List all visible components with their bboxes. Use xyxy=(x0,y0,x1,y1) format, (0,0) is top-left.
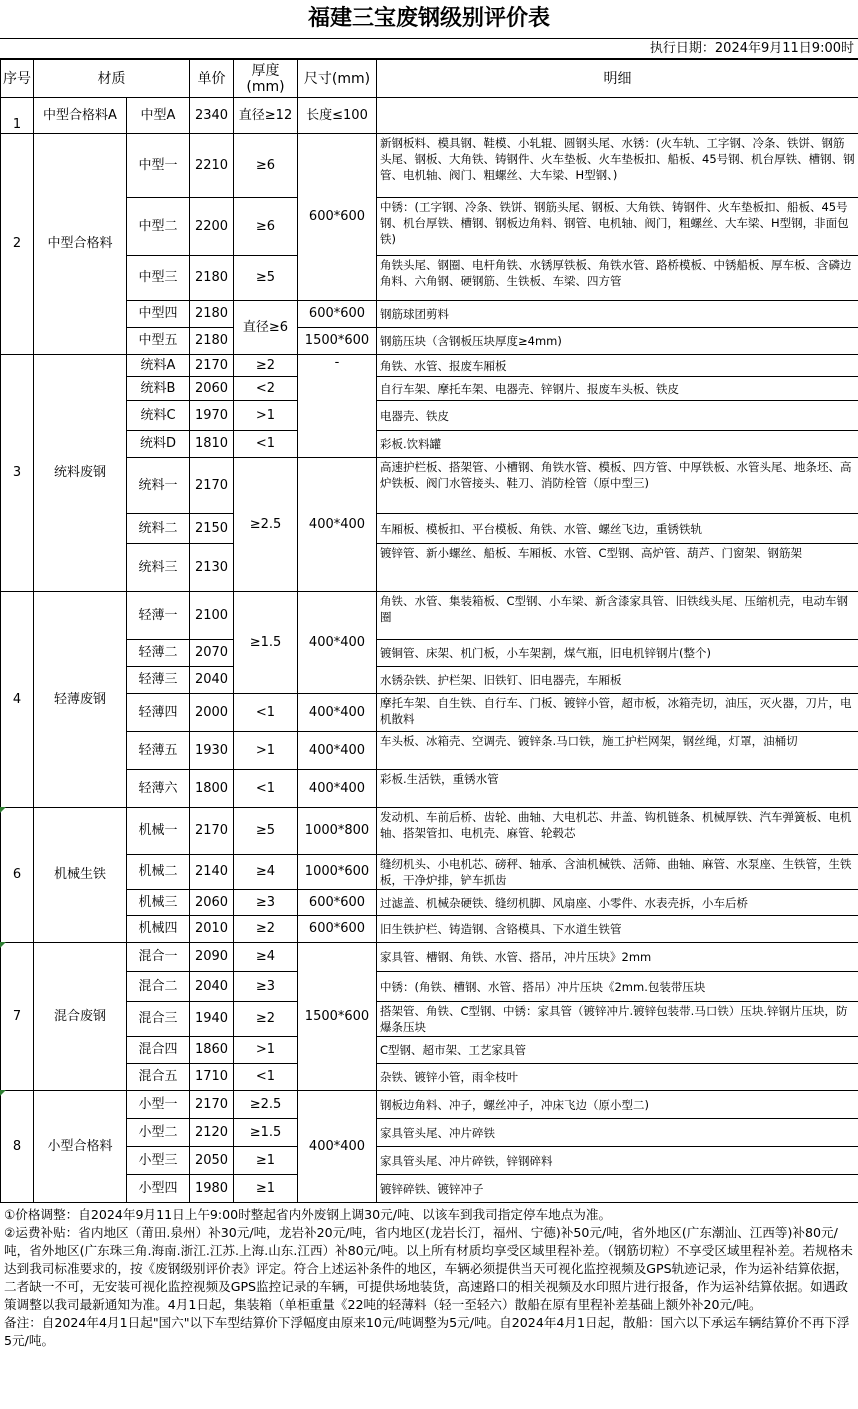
group-name: 统料废钢 xyxy=(34,355,127,592)
thickness: ≥1 xyxy=(234,1147,298,1175)
unit-price: 1970 xyxy=(190,401,234,431)
size: 600*600 xyxy=(298,301,377,328)
detail-text: 发动机、车前后桥、齿轮、曲轴、大电机芯、井盖、钩机链条、机械厚铁、汽车弹簧板、电机轴、搭架管扣、电机壳、麻管、轮毂芯 xyxy=(377,808,858,855)
unit-price: 2040 xyxy=(190,667,234,694)
table-row xyxy=(1,328,858,355)
unit-price: 2070 xyxy=(190,640,234,667)
size: 400*400 xyxy=(298,694,377,732)
unit-price: 1940 xyxy=(190,1002,234,1037)
detail-text: 钢筋球团剪料 xyxy=(377,301,858,328)
sub-grade: 轻薄四 xyxy=(127,694,190,732)
detail-text: 杂铁、镀锌小管，雨伞枝叶 xyxy=(377,1064,858,1091)
size: 600*600 xyxy=(298,916,377,943)
unit-price: 2180 xyxy=(190,328,234,355)
sub-grade: 中型五 xyxy=(127,328,190,355)
sub-grade: 小型四 xyxy=(127,1175,190,1203)
sub-grade: 轻薄三 xyxy=(127,667,190,694)
thickness: 直径≥6 xyxy=(234,301,298,355)
table-row xyxy=(1,855,858,890)
table-row xyxy=(1,890,858,916)
detail-text: 高速护栏板、搭架管、小槽钢、角铁水管、模板、四方管、中厚铁板、水管头尾、地条坯、高炉铁板、阀门水管接头、鞋刀、消防栓管（原中型三) xyxy=(377,458,858,514)
detail-text xyxy=(377,98,858,134)
table-row xyxy=(1,401,858,431)
size: 1500*600 xyxy=(298,328,377,355)
unit-price: 2130 xyxy=(190,544,234,592)
thickness: <1 xyxy=(234,694,298,732)
table-row xyxy=(1,256,858,301)
size: 600*600 xyxy=(298,890,377,916)
group-name: 机械生铁 xyxy=(34,808,127,943)
group-seq: 8 xyxy=(1,1091,34,1203)
unit-price: 2100 xyxy=(190,592,234,640)
unit-price: 2120 xyxy=(190,1119,234,1147)
group-seq: 7 xyxy=(1,943,34,1091)
table-row xyxy=(1,301,858,328)
thickness: ≥2 xyxy=(234,1002,298,1037)
table-row xyxy=(1,972,858,1002)
detail-text: 镀锌管、新小螺丝、船板、车厢板、水管、C型钢、高炉管、葫芦、门窗架、钢筋架 xyxy=(377,544,858,592)
detail-text: 水锈杂铁、护栏架、旧铁钉、旧电器壳，车厢板 xyxy=(377,667,858,694)
thickness: ≥4 xyxy=(234,943,298,972)
unit-price: 2200 xyxy=(190,198,234,256)
thickness: <1 xyxy=(234,1064,298,1091)
thickness: <2 xyxy=(234,377,298,401)
sub-grade: 机械一 xyxy=(127,808,190,855)
detail-text: 镀铜管、床架、机门板，小车架割，煤气瓶，旧电机锌钢片(整个) xyxy=(377,640,858,667)
unit-price: 1980 xyxy=(190,1175,234,1203)
thickness: ≥6 xyxy=(234,134,298,198)
table-row xyxy=(1,1147,858,1175)
sub-grade: 机械四 xyxy=(127,916,190,943)
group-seq: 3 xyxy=(1,355,34,592)
sub-grade: 轻薄六 xyxy=(127,770,190,808)
detail-text: 钢板边角料、冲子，螺丝冲子，冲床飞边（原小型二) xyxy=(377,1091,858,1119)
thickness: ≥2 xyxy=(234,355,298,377)
thickness: <1 xyxy=(234,431,298,458)
thickness: ≥1.5 xyxy=(234,1119,298,1147)
group-name: 中型合格料 xyxy=(34,134,127,355)
group-seq: 4 xyxy=(1,592,34,808)
header-seq: 序号 xyxy=(1,60,34,98)
note-freight-subsidy: ②运费补贴：省内地区（莆田.泉州）补30元/吨，龙岩补20元/吨，省内地区(龙岩长汀，福州、宁德)补50元/吨，省外地区(广东潮汕、江西等)补80元/吨，省外地区(广东珠三角.海南.浙江.江苏.上海.山东.江西）补80元/吨。以上所有材质均享受区域里程补差。（钢筋切粒）不享受区域里程补差。若规格未达到我司标准要求的，按《废钢级别评价表》评定。符合上述运补条件的地区，车辆必须提供当天可视化监控视频及GPS轨迹记录，作为运补结算依据，二者缺一不可，无安装可视化监控视频及GPS监控记录的车辆，可提供场地装货，高速路口的相关视频及水印照片进行报备，作为运补结算依据。如遇政策调整以我司最新通知为准。4月1日起，集装箱（单柜重量《22吨的轻薄料（轻一至轻六）散船在原有里程补差基础上额外补20元/吨。 xyxy=(4,1225,853,1312)
unit-price: 2180 xyxy=(190,301,234,328)
unit-price: 2340 xyxy=(190,98,234,134)
group-seq: 1 xyxy=(1,98,34,134)
sub-grade: 混合三 xyxy=(127,1002,190,1037)
table-row xyxy=(1,1064,858,1091)
detail-text: 钢筋压块（含钢板压块厚度≥4mm) xyxy=(377,328,858,355)
unit-price: 2170 xyxy=(190,355,234,377)
cell-comment-marker xyxy=(0,942,6,948)
table-row xyxy=(1,592,858,640)
group-name: 轻薄废钢 xyxy=(34,592,127,808)
size: 400*400 xyxy=(298,458,377,592)
unit-price: 2180 xyxy=(190,256,234,301)
unit-price: 2060 xyxy=(190,890,234,916)
unit-price: 2140 xyxy=(190,855,234,890)
sub-grade: 混合四 xyxy=(127,1037,190,1064)
table-row xyxy=(1,458,858,514)
size: 400*400 xyxy=(298,732,377,770)
sub-grade: 统料B xyxy=(127,377,190,401)
sub-grade: 中型三 xyxy=(127,256,190,301)
table-row xyxy=(1,1037,858,1064)
detail-text: 家具管、槽钢、角铁、水管、搭吊，冲片压块》2mm xyxy=(377,943,858,972)
size: 400*400 xyxy=(298,1091,377,1203)
table-row xyxy=(1,1175,858,1203)
detail-text: C型钢、超市架、工艺家具管 xyxy=(377,1037,858,1064)
detail-text: 车厢板、模板扣、平台模板、角铁、水管、螺丝飞边，重锈铁轨 xyxy=(377,514,858,544)
header-size: 尺寸(mm) xyxy=(298,60,377,98)
detail-text: 家具管头尾、冲片碎铁 xyxy=(377,1119,858,1147)
table-row xyxy=(1,134,858,198)
header-material: 材质 xyxy=(34,60,190,98)
thickness: ≥1 xyxy=(234,1175,298,1203)
size: 600*600 xyxy=(298,134,377,301)
notes-section xyxy=(0,1203,858,1350)
note-price-adjustment: ①价格调整：自2024年9月11日上午9:00时整起省内外废钢上调30元/吨、以该车到我司指定停车地点为准。 xyxy=(4,1207,612,1222)
table-row xyxy=(1,98,858,134)
size: 1500*600 xyxy=(298,943,377,1091)
sub-grade: 机械三 xyxy=(127,890,190,916)
cell-comment-marker xyxy=(0,807,6,813)
thickness: 直径≥12 xyxy=(234,98,298,134)
table-row xyxy=(1,943,858,972)
size: 400*400 xyxy=(298,592,377,694)
table-row xyxy=(1,1002,858,1037)
size: - xyxy=(298,355,377,458)
detail-text: 角铁头尾、钢圈、电杆角铁、水锈厚铁板、角铁水管、路桥模板、中锈船板、厚车板、含磷边角料、六角钢、硬钢筋、生铁板、车梁、四方管 xyxy=(377,256,858,301)
detail-text: 搭架管、角铁、C型钢、中锈：家具管（镀锌冲片.镀锌包装带.马口铁）压块.锌钢片压块，防爆条压块 xyxy=(377,1002,858,1037)
size: 长度≤100 xyxy=(298,98,377,134)
sub-grade: 中型二 xyxy=(127,198,190,256)
unit-price: 2170 xyxy=(190,1091,234,1119)
detail-text: 摩托车架、自生铁、自行车、门板、镀锌小管，超市板，冰箱壳切，油压，灭火器，刀片，电机散料 xyxy=(377,694,858,732)
table-row xyxy=(1,431,858,458)
cell-comment-marker xyxy=(0,1090,6,1096)
size: 1000*800 xyxy=(298,808,377,855)
thickness: ≥3 xyxy=(234,890,298,916)
table-row xyxy=(1,544,858,592)
thickness: ≥5 xyxy=(234,256,298,301)
sub-grade: 小型一 xyxy=(127,1091,190,1119)
sub-grade: 统料D xyxy=(127,431,190,458)
unit-price: 1800 xyxy=(190,770,234,808)
detail-text: 中锈：(工字钢、冷条、铁饼、钢筋头尾、钢板、大角铁、铸钢件、火车垫板扣、船板、45号钢、机台厚铁、槽钢、钢板边角料、钢管、电机轴、阀门，粗螺丝、大车梁、H型钢，非面包铁) xyxy=(377,198,858,256)
table-row xyxy=(1,198,858,256)
thickness: ≥2 xyxy=(234,916,298,943)
group-name: 小型合格料 xyxy=(34,1091,127,1203)
detail-text: 自行车架、摩托车架、电器壳、锌钢片、报废车头板、铁皮 xyxy=(377,377,858,401)
detail-text: 过滤盖、机械杂硬铁、缝纫机脚、风扇座、小零件、水表壳拆，小车后桥 xyxy=(377,890,858,916)
thickness: ≥4 xyxy=(234,855,298,890)
unit-price: 2010 xyxy=(190,916,234,943)
thickness: ≥2.5 xyxy=(234,1091,298,1119)
thickness: >1 xyxy=(234,1037,298,1064)
detail-text: 角铁、水管、报废车厢板 xyxy=(377,355,858,377)
unit-price: 2170 xyxy=(190,808,234,855)
sub-grade: 混合一 xyxy=(127,943,190,972)
sub-grade: 小型二 xyxy=(127,1119,190,1147)
detail-text: 新钢板料、模具钢、鞋模、小轧辊、圆钢头尾、水锈：(火车轨、工字钢、冷条、铁饼、钢筋头尾、钢板、大角铁、铸钢件、火车垫板、火车垫板扣、船板、45号钢、机台厚铁、槽钢、钢管、电机轴、阀门、粗螺丝、大车梁、H型钢、) xyxy=(377,134,858,198)
thickness: ≥6 xyxy=(234,198,298,256)
table-row xyxy=(1,667,858,694)
sub-grade: 混合五 xyxy=(127,1064,190,1091)
sub-grade: 机械二 xyxy=(127,855,190,890)
detail-text: 家具管头尾、冲片碎铁，锌钢碎料 xyxy=(377,1147,858,1175)
thickness: ≥1.5 xyxy=(234,592,298,694)
detail-text: 彩板.饮料罐 xyxy=(377,431,858,458)
header-thickness: 厚度 (mm) xyxy=(234,60,298,98)
detail-text: 缝纫机头、小电机芯、磅秤、轴承、含油机械铁、活筛、曲轴、麻管、水泵座、生铁管，生铁板，干净炉排，铲车抓齿 xyxy=(377,855,858,890)
note-remark: 备注：自2024年4月1日起"国六"以下车型结算价下浮幅度由原来10元/吨调整为5元/吨。自2024年4月1日起，散船：国六以下承运车辆结算价不再下浮5元/吨。 xyxy=(4,1315,850,1348)
sub-grade: 统料A xyxy=(127,355,190,377)
unit-price: 2170 xyxy=(190,458,234,514)
table-row xyxy=(1,640,858,667)
table-row xyxy=(1,1119,858,1147)
header-price: 单价 xyxy=(190,60,234,98)
sub-grade: 中型四 xyxy=(127,301,190,328)
table-row xyxy=(1,377,858,401)
sub-grade: 统料二 xyxy=(127,514,190,544)
header-detail: 明细 xyxy=(377,60,858,98)
unit-price: 2000 xyxy=(190,694,234,732)
page-title: 福建三宝废钢级别评价表 xyxy=(0,0,858,39)
sub-grade: 统料三 xyxy=(127,544,190,592)
sub-grade: 统料C xyxy=(127,401,190,431)
group-seq: 2 xyxy=(1,134,34,355)
unit-price: 1930 xyxy=(190,732,234,770)
unit-price: 2150 xyxy=(190,514,234,544)
table-row xyxy=(1,732,858,770)
detail-text: 镀锌碎铁、镀锌冲子 xyxy=(377,1175,858,1203)
table-row xyxy=(1,916,858,943)
price-table xyxy=(0,59,858,1203)
sub-grade: 轻薄二 xyxy=(127,640,190,667)
unit-price: 2040 xyxy=(190,972,234,1002)
thickness: ≥2.5 xyxy=(234,458,298,592)
detail-text: 电器壳、铁皮 xyxy=(377,401,858,431)
table-row xyxy=(1,694,858,732)
unit-price: 1810 xyxy=(190,431,234,458)
unit-price: 2210 xyxy=(190,134,234,198)
size: 400*400 xyxy=(298,770,377,808)
detail-text: 旧生铁护栏、铸造钢、含铬模具、下水道生铁管 xyxy=(377,916,858,943)
execution-date: 执行日期：2024年9月11日9:00时 xyxy=(0,39,858,59)
sub-grade: 轻薄一 xyxy=(127,592,190,640)
group-seq: 6 xyxy=(1,808,34,943)
group-name: 中型合格料A xyxy=(34,98,127,134)
table-row xyxy=(1,808,858,855)
unit-price: 2050 xyxy=(190,1147,234,1175)
detail-text: 车头板、冰箱壳、空调壳、镀锌条.马口铁，施工护栏网架，钢丝绳，灯罩，油桶切 xyxy=(377,732,858,770)
table-row xyxy=(1,355,858,377)
table-row xyxy=(1,770,858,808)
sub-grade: 中型A xyxy=(127,98,190,134)
size: 1000*600 xyxy=(298,855,377,890)
sub-grade: 统料一 xyxy=(127,458,190,514)
thickness: >1 xyxy=(234,401,298,431)
thickness: ≥5 xyxy=(234,808,298,855)
thickness: <1 xyxy=(234,770,298,808)
detail-text: 角铁、水管、集装箱板、C型钢、小车梁、新含漆家具管、旧铁线头尾、压缩机壳，电动车钢圈 xyxy=(377,592,858,640)
detail-text: 彩板.生活铁，重锈水管 xyxy=(377,770,858,808)
group-name: 混合废钢 xyxy=(34,943,127,1091)
detail-text: 中锈：(角铁、槽钢、水管、搭吊）冲片压块《2mm.包装带压块 xyxy=(377,972,858,1002)
sub-grade: 小型三 xyxy=(127,1147,190,1175)
thickness: ≥3 xyxy=(234,972,298,1002)
unit-price: 1860 xyxy=(190,1037,234,1064)
unit-price: 1710 xyxy=(190,1064,234,1091)
sub-grade: 轻薄五 xyxy=(127,732,190,770)
unit-price: 2060 xyxy=(190,377,234,401)
thickness: >1 xyxy=(234,732,298,770)
sub-grade: 中型一 xyxy=(127,134,190,198)
sub-grade: 混合二 xyxy=(127,972,190,1002)
unit-price: 2090 xyxy=(190,943,234,972)
table-row xyxy=(1,514,858,544)
table-row xyxy=(1,1091,858,1119)
